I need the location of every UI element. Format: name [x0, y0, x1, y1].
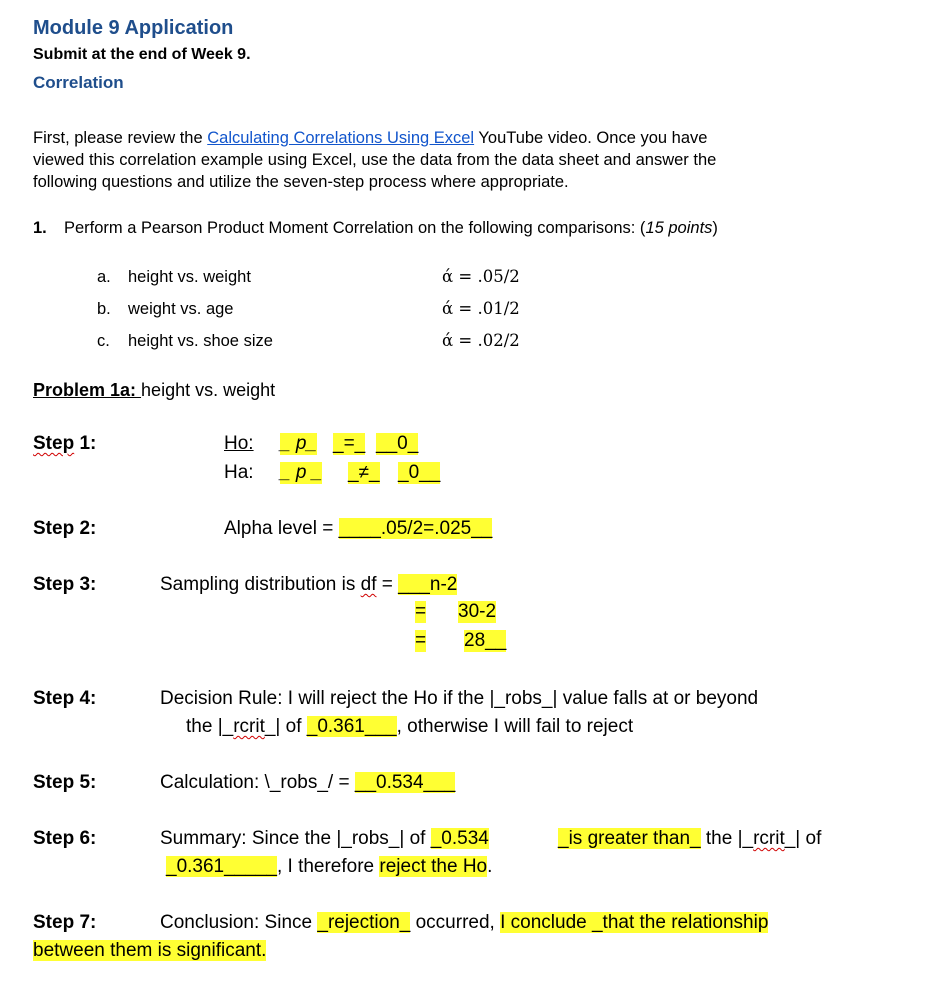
sampling-eq: = [376, 574, 399, 595]
alpha-level-text: Alpha level = [224, 518, 339, 539]
summary-therefore: , I therefore [276, 856, 380, 877]
problem-subject: height vs. weight [141, 380, 276, 400]
item-b-alpha: ά = .01/2 [442, 299, 520, 318]
intro-pre: First, please review the [33, 129, 208, 147]
topic-heading: Correlation [33, 73, 124, 92]
question-text [64, 217, 718, 239]
item-c-alpha: ά = .02/2 [442, 331, 520, 350]
alpha-level-value: ____.05/2=.025__ [338, 518, 493, 539]
step2-label: Step 2: [33, 518, 97, 539]
df-result: 28__ [464, 630, 507, 651]
ha-fill-param: _ p _ [280, 462, 323, 483]
summary-rcrit: rcrit [753, 828, 785, 849]
conclusion-line-2 [33, 940, 266, 962]
video-link[interactable]: Calculating Correlations Using Excel [207, 129, 475, 147]
ha-fill-value: _0__ [398, 462, 441, 483]
df-text: df [360, 574, 377, 595]
conclusion-line-1 [160, 912, 768, 934]
item-c-label: height vs. shoe size [128, 332, 273, 350]
conclusion-rejection: _rejection_ [317, 912, 411, 933]
ha-fill-operator: _≠_ [348, 462, 380, 483]
question-prompt: Perform a Pearson Product Moment Correlation on the following comparisons: ( [64, 219, 646, 237]
summary-line-1 [160, 828, 489, 850]
decision-rule-line-2 [186, 716, 633, 738]
summary-decision: reject the Ho [379, 856, 488, 877]
intro-line-2: viewed this correlation example using Excel, use the data from the data sheet and answer the [33, 151, 717, 169]
step4-label: Step 4: [33, 688, 97, 709]
summary-robs-value: _0.534 [430, 828, 489, 849]
ho-text: Ho: [224, 433, 254, 454]
step1-label [33, 433, 96, 455]
intro-line-3: following questions and utilize the seven-step process where appropriate. [33, 173, 569, 191]
item-b-label: weight vs. age [128, 300, 234, 318]
summary-line-2 [166, 856, 492, 878]
question-points: 15 points [645, 219, 713, 237]
decision-rule-rcrit: rcrit [233, 716, 265, 737]
decision-rule-mid: _| of [264, 716, 307, 737]
decision-rule-post: , otherwise I will fail to reject [396, 716, 634, 737]
df-eq-2: = [415, 601, 427, 622]
df-eq-3: = [415, 630, 427, 651]
ha-label: Ha: [224, 462, 254, 483]
decision-rule-line-1: Decision Rule: I will reject the Ho if the |_robs_| value falls at or beyond [160, 688, 759, 709]
item-a-alpha: ά = .05/2 [442, 267, 520, 286]
conclusion-significant: between them is significant. [33, 940, 267, 961]
ho-fill-param: _ p_ [280, 433, 317, 454]
ho-label [224, 433, 254, 455]
item-b-letter: b. [97, 300, 111, 318]
submit-note: Submit at the end of Week 9. [33, 46, 251, 63]
df-formula: ___n-2 [398, 574, 458, 595]
intro-line-1 [33, 127, 707, 149]
df-substitution: 30-2 [458, 601, 497, 622]
decision-rule-pre: the |_ [186, 716, 234, 737]
sampling-distribution [160, 574, 457, 596]
step6-label: Step 6: [33, 828, 97, 849]
alpha-level [224, 518, 492, 540]
calculation [160, 772, 455, 794]
step1-word: Step [33, 433, 75, 454]
summary-line-1-right [558, 828, 821, 850]
critical-value: _0.361___ [306, 716, 397, 737]
calculation-text: Calculation: \_robs_/ = [160, 772, 355, 793]
conclusion-pre: Conclusion: Since [160, 912, 318, 933]
problem-heading [33, 380, 275, 401]
summary-mid: the |_ [700, 828, 754, 849]
question-close: ) [712, 219, 718, 237]
intro-post: YouTube video. Once you have [474, 129, 708, 147]
ho-fill-value: __0_ [376, 433, 419, 454]
summary-pre: Summary: Since the |_robs_| of [160, 828, 431, 849]
question-number: 1. [33, 219, 47, 237]
step3-label: Step 3: [33, 574, 97, 595]
summary-end: . [487, 856, 493, 877]
item-a-label: height vs. weight [128, 268, 251, 286]
step7-label: Step 7: [33, 912, 97, 933]
problem-label: Problem 1a: [33, 380, 142, 400]
sampling-text: Sampling distribution is [160, 574, 361, 595]
item-a-letter: a. [97, 268, 111, 286]
item-c-letter: c. [97, 332, 110, 350]
summary-of: _| of [784, 828, 822, 849]
ho-fill-operator: _=_ [333, 433, 366, 454]
step5-label: Step 5: [33, 772, 97, 793]
observed-value: __0.534___ [354, 772, 456, 793]
conclusion-statement: I conclude _that the relationship [500, 912, 769, 933]
summary-comparison: _is greater than_ [558, 828, 701, 849]
conclusion-mid: occurred, [410, 912, 501, 933]
step1-number: 1: [74, 433, 97, 454]
summary-rcrit-value: _0.361_____ [166, 856, 277, 877]
module-title: Module 9 Application [33, 17, 234, 39]
